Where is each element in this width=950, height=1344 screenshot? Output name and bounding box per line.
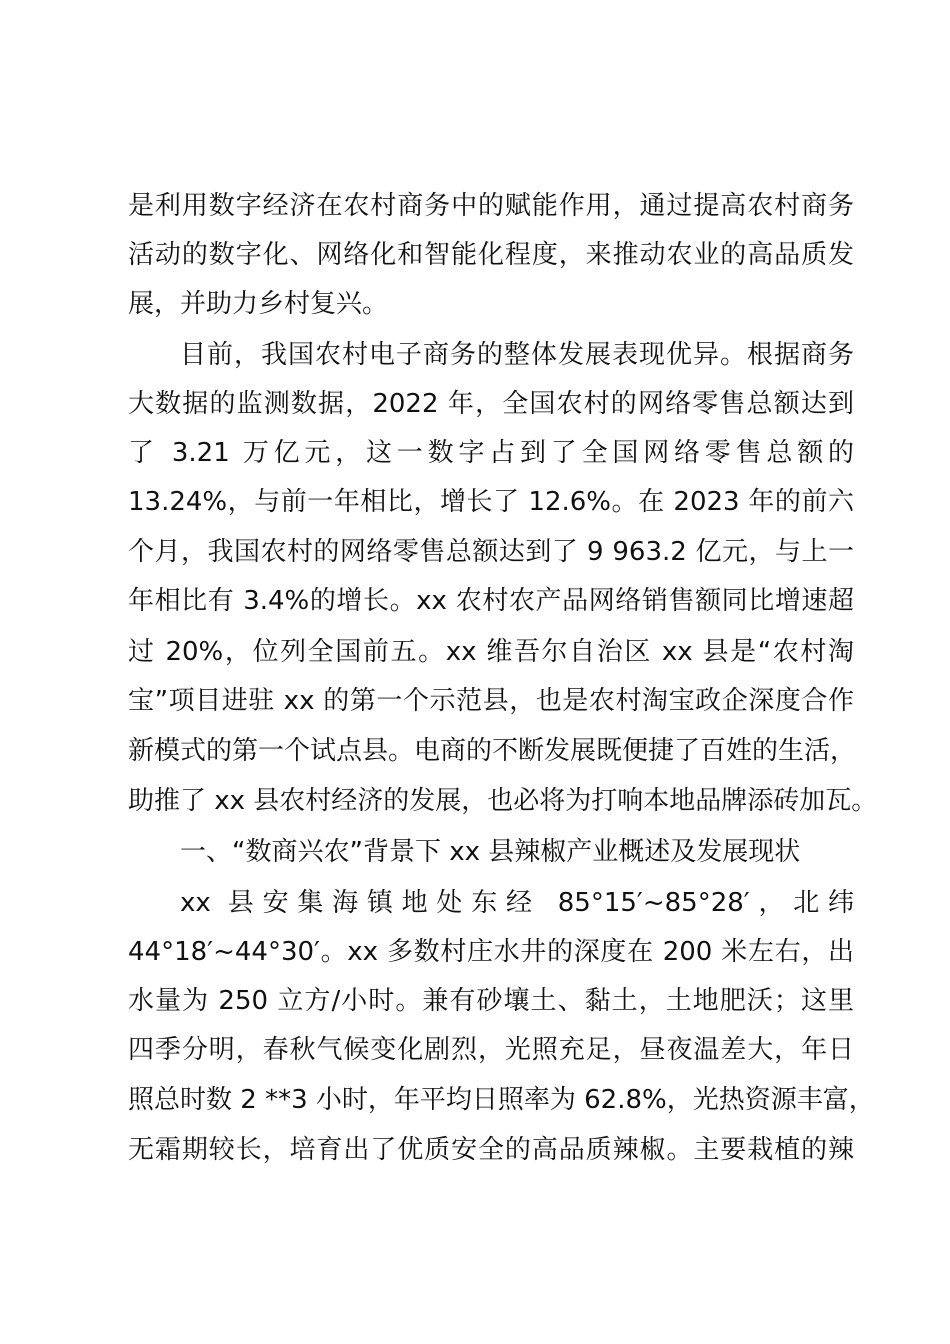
text-line: 个月，我国农村的网络零售总额达到了 9 963.2 亿元，与上一: [128, 537, 854, 567]
paragraph-first-line: 目前，我国农村电子商务的整体发展表现优异。根据商务: [180, 340, 854, 370]
text-line: 新模式的第一个试点县。电商的不断发展既便捷了百姓的生活，: [128, 736, 857, 766]
text-line: 年相比有 3.4%的增长。xx 农村农产品网络销售额同比增速超: [128, 586, 854, 616]
text-line: 13.24%，与前一年相比，增长了 12.6%。在 2023 年的前六: [128, 487, 854, 517]
text-line: 展，并助力乡村复兴。: [128, 289, 389, 319]
text-line: 了 3.21 万亿元，这一数字占到了全国网络零售总额的: [128, 438, 854, 468]
text-line: 水量为 250 立方/小时。兼有砂壤土、黏土，土地肥沃；这里: [128, 986, 854, 1016]
text-line: 过 20%，位列全国前五。xx 维吾尔自治区 xx 县是“农村淘: [128, 637, 854, 667]
text-line: 四季分明，春秋气候变化剧烈，光照充足，昼夜温差大，年日: [128, 1035, 854, 1065]
text-line: 是利用数字经济在农村商务中的赋能作用，通过提高农村商务: [128, 191, 854, 221]
text-line: 宝”项目进驻 xx 的第一个示范县，也是农村淘宝政企深度合作: [128, 686, 854, 716]
text-line: 活动的数字化、网络化和智能化程度，来推动农业的高品质发: [128, 240, 854, 270]
paragraph-first-line: xx 县安集海镇地处东经 85°15′~85°28′，北纬: [180, 888, 854, 918]
text-line: 大数据的监测数据，2022 年，全国农村的网络零售总额达到: [128, 389, 854, 419]
text-line: 44°18′~44°30′。xx 多数村庄水井的深度在 200 米左右，出: [128, 937, 854, 967]
text-line: 助推了 xx 县农村经济的发展，也必将为打响本地品牌添砖加瓦。: [128, 786, 878, 816]
text-line: 无霜期较长，培育出了优质安全的高品质辣椒。主要栽植的辣: [128, 1135, 854, 1165]
text-line: 照总时数 2 **3 小时，年平均日照率为 62.8%，光热资源丰富，: [128, 1085, 875, 1115]
section-heading: 一、“数商兴农”背景下 xx 县辣椒产业概述及发展现状: [180, 837, 801, 867]
